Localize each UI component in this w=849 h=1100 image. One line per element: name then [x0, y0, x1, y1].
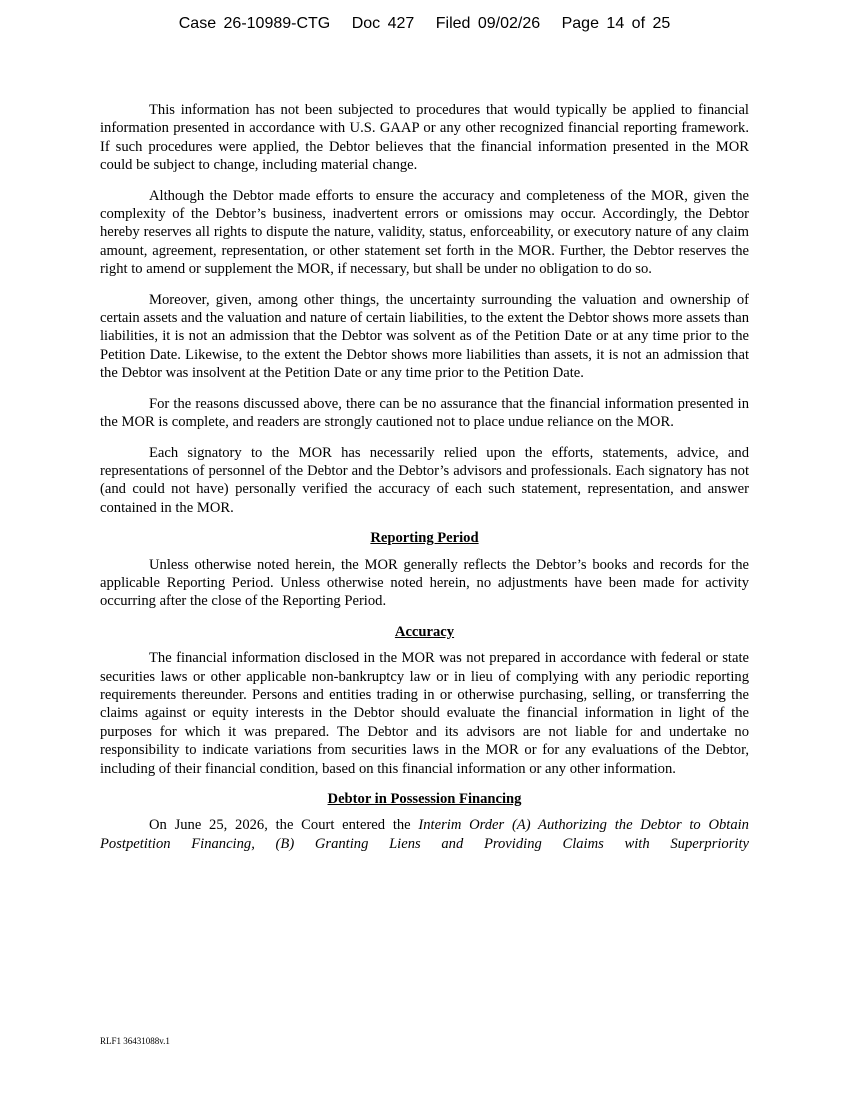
filed-date: Filed 09/02/26: [435, 15, 541, 32]
paragraph-reporting-period: Unless otherwise noted herein, the MOR generally reflects the Debtor’s books and records for the applicable Reporting Period. Unless otherwise noted herein, no adjustments have been made for activity occurring after the close of the Reporting Period.: [100, 556, 749, 610]
paragraph-signatory: Each signatory to the MOR has necessarily relied upon the efforts, statements, advice, and representations of personnel of the Debtor and the Debtor’s advisors and professionals. Each signatory has not (and could not have) personally verified the accuracy of each such statement, representation, and answer contained in the MOR.: [100, 444, 749, 516]
page-number: Page 14 of 25: [561, 15, 671, 32]
paragraph-accuracy-efforts: Although the Debtor made efforts to ensure the accuracy and completeness of the MOR, given the complexity of the Debtor’s business, inadvertent errors or omissions may occur. Accordingly, the Debtor hereby reserves all rights to dispute the nature, validity, status, enforceability, or executory nature of any claim amount, agreement, representation, or other statement set forth in the MOR. Further, the Debtor reserves the right to amend or supplement the MOR, if necessary, but shall be under no obligation to do so.: [100, 187, 749, 278]
paragraph-solvency: Moreover, given, among other things, the uncertainty surrounding the valuation and ownership of certain assets and the valuation and nature of certain liabilities, to the extent the Debtor shows more assets than liabilities, it is not an admission that the Debtor was solvent as of the Petition Date or at any time prior to the Petition Date. Likewise, to the extent the Debtor shows more liabilities than assets, it is not an admission that the Debtor was insolvent at the Petition Date or any time prior to the Petition Date.: [100, 291, 749, 382]
doc-number: Doc 427: [351, 15, 415, 32]
dip-order-title: Interim Order (A) Authorizing the Debtor to Obtain Postpetition Financing, (B) Granting Liens and Providing Claims with Superpriority: [100, 817, 749, 852]
document-id-footer: RLF1 36431088v.1: [100, 1036, 170, 1046]
paragraph-dip-financing: [100, 816, 749, 853]
section-heading-reporting-period: Reporting Period: [370, 530, 479, 547]
document-body: [100, 101, 749, 865]
paragraph-no-assurance: For the reasons discussed above, there can be no assurance that the financial information presented in the MOR is complete, and readers are strongly cautioned not to place undue reliance on the MOR.: [100, 395, 749, 431]
section-heading-dip-financing: Debtor in Possession Financing: [327, 791, 522, 807]
case-header: [0, 15, 849, 33]
case-number: Case 26-10989-CTG: [178, 15, 331, 32]
paragraph-accuracy: The financial information disclosed in the MOR was not prepared in accordance with federal or state securities laws or other applicable non-bankruptcy law or in lieu of complying with any periodic reporting requirements thereunder. Persons and entities trading in or otherwise purchasing, selling, or transferring the claims against or equity interests in the Debtor should evaluate the financial information in light of the purposes for which it was prepared. The Debtor and its advisors are not liable for and undertake no responsibility to indicate variations from securities laws in the MOR or for any evaluations of the Debtor, including of their financial condition, based on this financial information or any other information.: [100, 650, 749, 777]
paragraph-gaap: This information has not been subjected to procedures that would typically be applied to financial information presented in accordance with U.S. GAAP or any other recognized financial reporting framework. If such procedures were applied, the Debtor believes that the financial information presented in the MOR could be subject to change, including material change.: [100, 102, 749, 174]
dip-text-lead: On June 25, 2026, the Court entered the: [149, 817, 419, 834]
section-heading-accuracy: Accuracy: [394, 623, 455, 640]
